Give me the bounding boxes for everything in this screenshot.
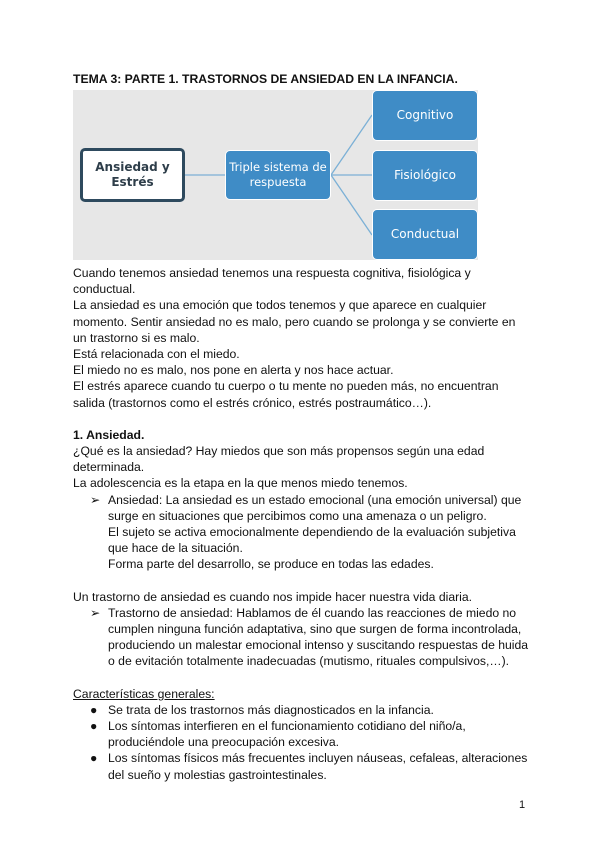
spacer (73, 411, 533, 427)
fisiologico-box: Fisiológico (372, 150, 478, 201)
intro-line: un trastorno si es malo. (73, 330, 200, 345)
intro-line: El estrés aparece cuando tu cuerpo o tu mente no pueden más, no encuentran (73, 379, 499, 394)
intro-line: La ansiedad es una emoción que todos tenemos y que aparece en cualquier (73, 298, 487, 313)
item-line: Forma parte del desarrollo, se produce en todas las edades. (108, 557, 434, 572)
section-line: Un trastorno de ansiedad es cuando nos impide hacer nuestra vida diaria. (73, 589, 473, 604)
section-heading: 1. Ansiedad. (73, 427, 145, 442)
intro-line: Cuando tenemos ansiedad tenemos una respuesta cognitiva, fisiológica y (73, 266, 471, 280)
connector-conductual (331, 175, 372, 235)
characteristic-item (73, 702, 533, 718)
characteristic-item (73, 718, 533, 750)
cognitivo-box: Cognitivo (372, 90, 478, 141)
spacer (73, 670, 533, 686)
item-line: surge en situaciones que percibimos como una amenaza o un peligro. (108, 508, 487, 523)
anxiety-stress-line-2: Estrés (111, 175, 154, 189)
section-line: La adolescencia es la etapa en la que menos miedo tenemos. (73, 476, 408, 491)
spacer (73, 573, 533, 589)
intro-line: salida (trastornos como el estrés crónico, estrés postraumático…). (73, 395, 432, 410)
arrow-bullet-icon: ➢ (90, 492, 101, 507)
item-line: produciendo un malestar emocional intenso y suscitando respuestas de huida (108, 638, 529, 653)
characteristics-heading: Características generales: (73, 686, 215, 701)
intro-line: conductual. (73, 282, 136, 297)
connector-cognitivo (331, 115, 372, 175)
item-line: Los síntomas interfieren en el funcionamiento cotidiano del niño/a, (108, 719, 466, 734)
characteristic-item (73, 750, 533, 782)
anxiety-stress-box (80, 148, 185, 202)
item-line: El sujeto se activa emocionalmente dependiendo de la evaluación subjetiva (108, 525, 516, 540)
item-line: o de evitación totalmente inadecuadas (mutismo, rituales compulsivos,…). (108, 654, 510, 669)
triple-system-line-2: respuesta (249, 175, 307, 189)
intro-line: momento. Sentir ansiedad no es malo, pero cuando se prolonga y se convierte en (73, 314, 516, 329)
anxiety-stress-line-1: Ansiedad y (95, 160, 170, 174)
intro-line: El miedo no es malo, nos pone en alerta y nos hace actuar. (73, 363, 394, 378)
arrow-bullet-icon: ➢ (90, 605, 101, 620)
item-line: Se trata de los trastornos más diagnosticados en la infancia. (108, 702, 434, 717)
item-line: Ansiedad: La ansiedad es un estado emocional (una emoción universal) que (108, 492, 522, 507)
intro-line: Está relacionada con el miedo. (73, 347, 240, 362)
item-line: Trastorno de ansiedad: Hablamos de él cuando las reacciones de miedo no (108, 605, 517, 620)
item-line: cumplen ninguna función adaptativa, sino que surgen de forma incontrolada, (108, 622, 522, 637)
triple-system-box (225, 150, 331, 200)
body-text (73, 265, 533, 783)
response-diagram (73, 90, 478, 260)
anxiety-definition-item (73, 492, 533, 573)
page-number: 1 (519, 799, 526, 811)
bullet-icon: ● (90, 702, 98, 717)
item-line: del sueño y molestias gastrointestinales. (108, 767, 327, 782)
triple-system-line-1: Triple sistema de (229, 160, 327, 174)
section-line: ¿Qué es la ansiedad? Hay miedos que son más propensos según una edad (73, 444, 485, 459)
bullet-icon: ● (90, 751, 98, 766)
bullet-icon: ● (90, 719, 98, 734)
conductual-box: Conductual (372, 209, 478, 260)
item-line: que hace de la situación. (108, 541, 243, 556)
item-line: produciéndole una preocupación excesiva. (108, 735, 340, 750)
section-line: determinada. (73, 460, 145, 475)
item-line: Los síntomas físicos más frecuentes incluyen náuseas, cefaleas, alteraciones (108, 751, 528, 766)
document-title: TEMA 3: PARTE 1. TRASTORNOS DE ANSIEDAD EN LA INFANCIA. (73, 72, 458, 86)
anxiety-disorder-item (73, 605, 533, 670)
